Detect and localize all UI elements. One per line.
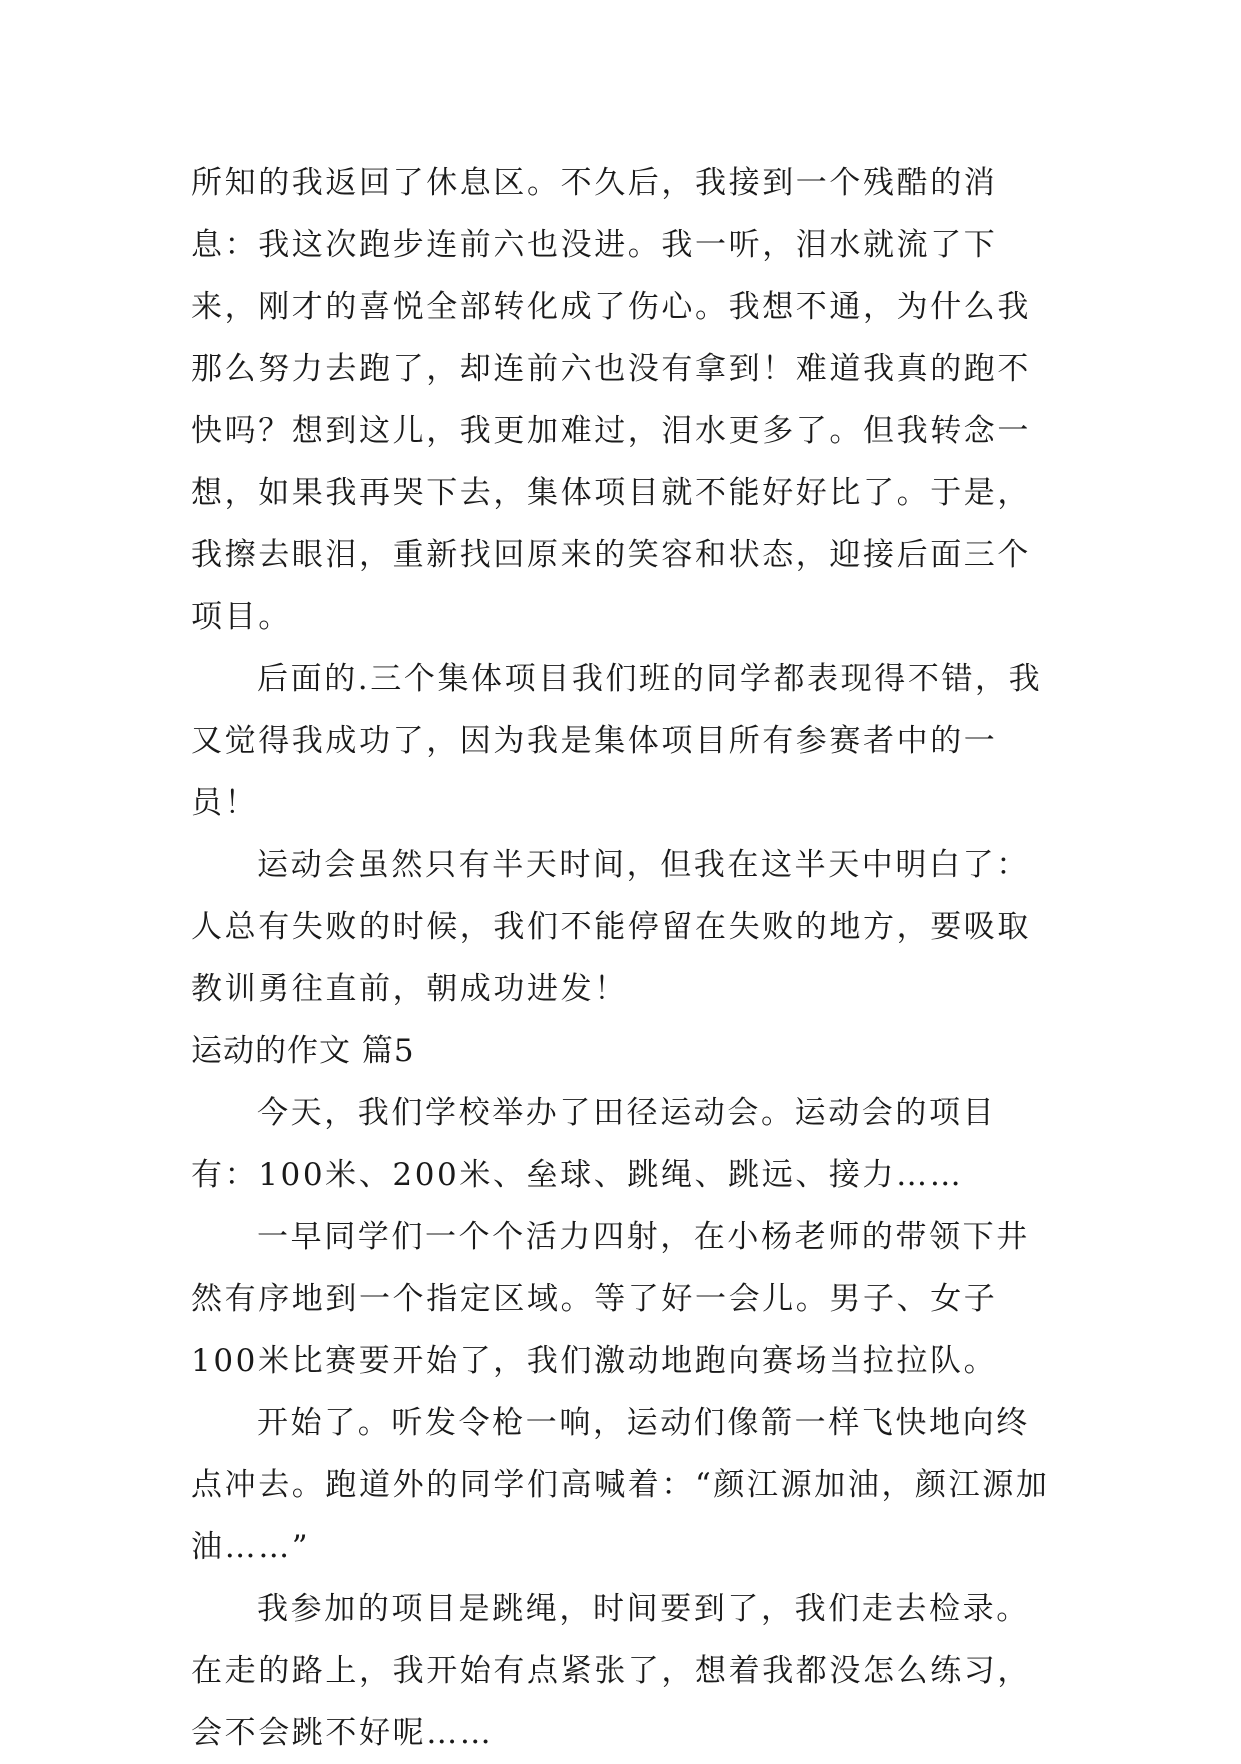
paragraph: 我参加的项目是跳绳，时间要到了，我们走去检录。在走的路上，我开始有点紧张了，想着我都没怎么练习，会不会跳不好呢…… xyxy=(191,1591,1031,1751)
document-page xyxy=(191,152,1051,1764)
paragraph: 所知的我返回了休息区。不久后，我接到一个残酷的消息：我这次跑步连前六也没进。我一听，泪水就流了下来，刚才的喜悦全部转化成了伤心。我想不通，为什么我那么努力去跑了，却连前六也没有拿到！难道我真的跑不快吗？想到这儿，我更加难过，泪水更多了。但我转念一想，如果我再哭下去，集体项目就不能好好比了。于是，我擦去眼泪，重新找回原来的笑容和状态，迎接后面三个项目。 xyxy=(191,165,1031,635)
paragraph: 今天，我们学校举办了田径运动会。运动会的项目有：100米、200米、垒球、跳绳、跳远、接力…… xyxy=(191,1095,997,1193)
paragraph: 运动会虽然只有半天时间，但我在这半天中明白了：人总有失败的时候，我们不能停留在失败的地方，要吸取教训勇往直前，朝成功进发！ xyxy=(191,847,1031,1007)
section-heading: 运动的作文 篇5 xyxy=(191,1033,415,1069)
paragraph: 后面的.三个集体项目我们班的同学都表现得不错，我又觉得我成功了，因为我是集体项目所有参赛者中的一员！ xyxy=(191,661,1043,821)
paragraph: 开始了。听发令枪一响，运动们像箭一样飞快地向终点冲去。跑道外的同学们高喊着：“颜江源加油，颜江源加油……” xyxy=(191,1405,1050,1565)
paragraph: 一早同学们一个个活力四射，在小杨老师的带领下井然有序地到一个指定区域。等了好一会儿。男子、女子100米比赛要开始了，我们激动地跑向赛场当拉拉队。 xyxy=(191,1219,1030,1379)
